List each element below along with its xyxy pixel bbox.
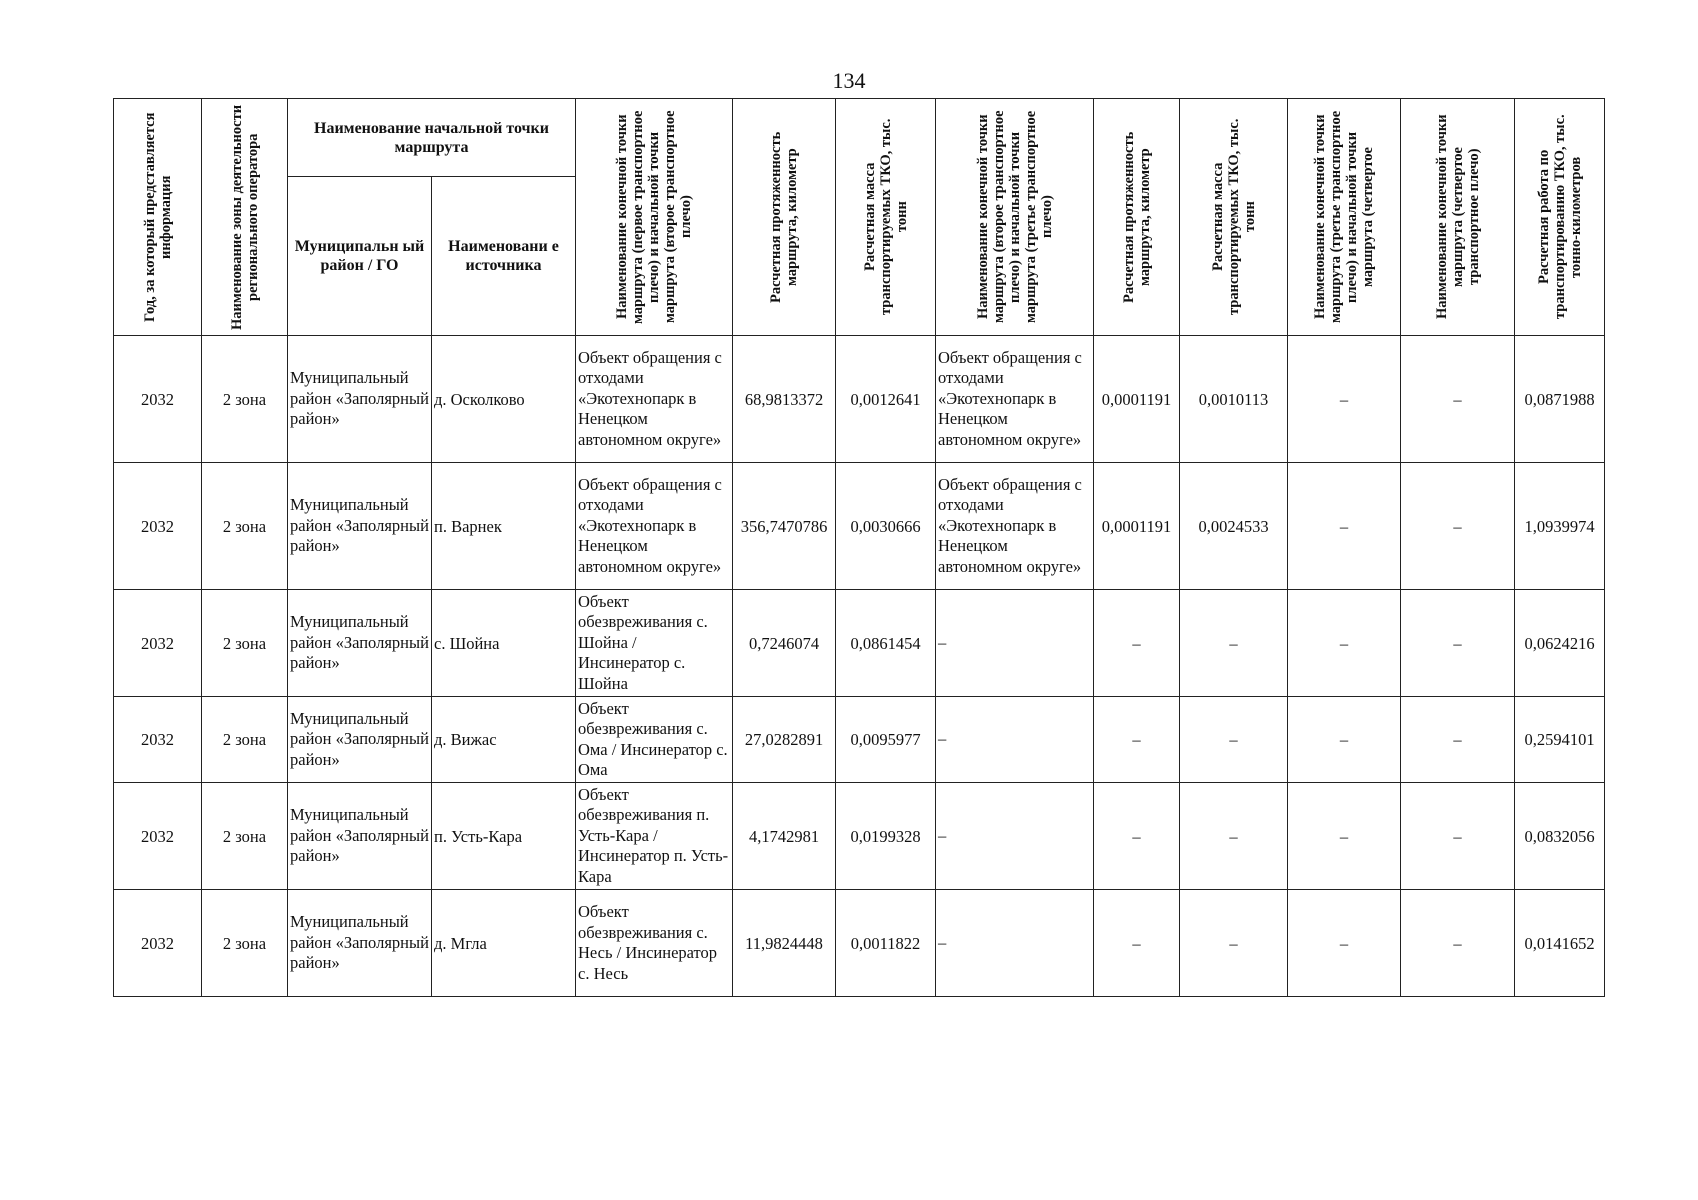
cell-end-4: – bbox=[1401, 590, 1515, 697]
table-row bbox=[114, 697, 1605, 783]
table-row bbox=[114, 463, 1605, 590]
cell-source: п. Усть-Кара bbox=[432, 783, 576, 890]
header-mass1: Расчетная масса транспортируемых ТКО, тыс. тонн bbox=[836, 99, 936, 336]
cell-length-1: 68,9813372 bbox=[733, 336, 836, 463]
cell-end-3: – bbox=[1288, 890, 1401, 997]
cell-mass-2: 0,0024533 bbox=[1180, 463, 1288, 590]
cell-work: 0,0624216 bbox=[1515, 590, 1605, 697]
cell-zone: 2 зона bbox=[202, 783, 288, 890]
cell-end-1: Объект обезвреживания с. Несь / Инсинератор с. Несь bbox=[576, 890, 733, 997]
cell-end-1: Объект обезвреживания с. Ома / Инсинератор с. Ома bbox=[576, 697, 733, 783]
cell-end-2: Объект обращения с отходами «Экотехнопарк в Ненецком автономном округе» bbox=[936, 336, 1094, 463]
cell-municipal: Муниципальный район «Заполярный район» bbox=[288, 590, 432, 697]
cell-year: 2032 bbox=[114, 336, 202, 463]
cell-source: с. Шойна bbox=[432, 590, 576, 697]
cell-length-1: 4,1742981 bbox=[733, 783, 836, 890]
cell-mass-1: 0,0011822 bbox=[836, 890, 936, 997]
cell-year: 2032 bbox=[114, 697, 202, 783]
cell-work: 0,0141652 bbox=[1515, 890, 1605, 997]
cell-year: 2032 bbox=[114, 590, 202, 697]
cell-end-3: – bbox=[1288, 336, 1401, 463]
header-year: Год, за который представляется информация bbox=[114, 99, 202, 336]
cell-end-1: Объект обезвреживания с. Шойна / Инсинератор с. Шойна bbox=[576, 590, 733, 697]
cell-end-2: – bbox=[936, 697, 1094, 783]
cell-length-2: – bbox=[1094, 783, 1180, 890]
cell-zone: 2 зона bbox=[202, 463, 288, 590]
cell-end-2: Объект обращения с отходами «Экотехнопарк в Ненецком автономном округе» bbox=[936, 463, 1094, 590]
header-end2: Наименование конечной точки маршрута (второе транспортное плечо) и начальной точки маршрута (третье транспортное плечо) bbox=[936, 99, 1094, 336]
cell-end-3: – bbox=[1288, 590, 1401, 697]
cell-work: 0,0832056 bbox=[1515, 783, 1605, 890]
header-length2: Расчетная протяженность маршрута, километр bbox=[1094, 99, 1180, 336]
cell-mass-1: 0,0095977 bbox=[836, 697, 936, 783]
cell-source: п. Варнек bbox=[432, 463, 576, 590]
cell-end-3: – bbox=[1288, 783, 1401, 890]
page-number: 134 bbox=[832, 68, 866, 93]
cell-source: д. Мгла bbox=[432, 890, 576, 997]
header-source: Наименовани е источника bbox=[432, 177, 576, 336]
cell-length-2: – bbox=[1094, 890, 1180, 997]
cell-mass-1: 0,0012641 bbox=[836, 336, 936, 463]
cell-end-1: Объект обезвреживания п. Усть-Кара / Инсинератор п. Усть-Кара bbox=[576, 783, 733, 890]
cell-end-4: – bbox=[1401, 463, 1515, 590]
cell-end-4: – bbox=[1401, 697, 1515, 783]
header-zone: Наименование зоны деятельности регионального оператора bbox=[202, 99, 288, 336]
table-row bbox=[114, 783, 1605, 890]
cell-year: 2032 bbox=[114, 463, 202, 590]
cell-work: 1,0939974 bbox=[1515, 463, 1605, 590]
cell-municipal: Муниципальный район «Заполярный район» bbox=[288, 783, 432, 890]
header-end4: Наименование конечной точки маршрута (четвертое транспортное плечо) bbox=[1401, 99, 1515, 336]
header-municipal: Муниципальн ый район / ГО bbox=[288, 177, 432, 336]
cell-zone: 2 зона bbox=[202, 890, 288, 997]
cell-year: 2032 bbox=[114, 783, 202, 890]
routes-table bbox=[113, 98, 1605, 997]
cell-zone: 2 зона bbox=[202, 697, 288, 783]
header-end1: Наименование конечной точки маршрута (первое транспортное плечо) и начальной точки маршрута (второе транспортное плечо) bbox=[576, 99, 733, 336]
cell-end-2: – bbox=[936, 890, 1094, 997]
header-start-point: Наименование начальной точки маршрута bbox=[288, 99, 576, 177]
cell-length-1: 27,0282891 bbox=[733, 697, 836, 783]
table-row bbox=[114, 890, 1605, 997]
cell-mass-2: – bbox=[1180, 697, 1288, 783]
cell-length-2: – bbox=[1094, 590, 1180, 697]
cell-work: 0,2594101 bbox=[1515, 697, 1605, 783]
cell-end-3: – bbox=[1288, 697, 1401, 783]
cell-work: 0,0871988 bbox=[1515, 336, 1605, 463]
header-work: Расчетная работа по транспортированию ТКО, тыс. тонно-километров bbox=[1515, 99, 1605, 336]
cell-length-2: – bbox=[1094, 697, 1180, 783]
cell-mass-2: – bbox=[1180, 783, 1288, 890]
cell-length-2: 0,0001191 bbox=[1094, 463, 1180, 590]
cell-end-4: – bbox=[1401, 890, 1515, 997]
cell-length-2: 0,0001191 bbox=[1094, 336, 1180, 463]
cell-length-1: 356,7470786 bbox=[733, 463, 836, 590]
cell-mass-1: 0,0861454 bbox=[836, 590, 936, 697]
cell-mass-1: 0,0030666 bbox=[836, 463, 936, 590]
cell-municipal: Муниципальный район «Заполярный район» bbox=[288, 336, 432, 463]
cell-end-2: – bbox=[936, 590, 1094, 697]
cell-length-1: 0,7246074 bbox=[733, 590, 836, 697]
cell-source: д. Осколково bbox=[432, 336, 576, 463]
cell-municipal: Муниципальный район «Заполярный район» bbox=[288, 463, 432, 590]
header-length1: Расчетная протяженность маршрута, километр bbox=[733, 99, 836, 336]
cell-mass-2: – bbox=[1180, 890, 1288, 997]
cell-end-1: Объект обращения с отходами «Экотехнопарк в Ненецком автономном округе» bbox=[576, 336, 733, 463]
cell-mass-1: 0,0199328 bbox=[836, 783, 936, 890]
cell-municipal: Муниципальный район «Заполярный район» bbox=[288, 697, 432, 783]
cell-year: 2032 bbox=[114, 890, 202, 997]
cell-length-1: 11,9824448 bbox=[733, 890, 836, 997]
header-mass2: Расчетная масса транспортируемых ТКО, тыс. тонн bbox=[1180, 99, 1288, 336]
cell-end-4: – bbox=[1401, 336, 1515, 463]
cell-mass-2: 0,0010113 bbox=[1180, 336, 1288, 463]
cell-municipal: Муниципальный район «Заполярный район» bbox=[288, 890, 432, 997]
cell-end-1: Объект обращения с отходами «Экотехнопарк в Ненецком автономном округе» bbox=[576, 463, 733, 590]
cell-end-3: – bbox=[1288, 463, 1401, 590]
table-row bbox=[114, 336, 1605, 463]
header-end3: Наименование конечной точки маршрута (третье транспортное плечо) и начальной точки маршрута (четвертое bbox=[1288, 99, 1401, 336]
cell-zone: 2 зона bbox=[202, 590, 288, 697]
cell-source: д. Вижас bbox=[432, 697, 576, 783]
cell-end-2: – bbox=[936, 783, 1094, 890]
table-row bbox=[114, 590, 1605, 697]
cell-mass-2: – bbox=[1180, 590, 1288, 697]
cell-end-4: – bbox=[1401, 783, 1515, 890]
cell-zone: 2 зона bbox=[202, 336, 288, 463]
